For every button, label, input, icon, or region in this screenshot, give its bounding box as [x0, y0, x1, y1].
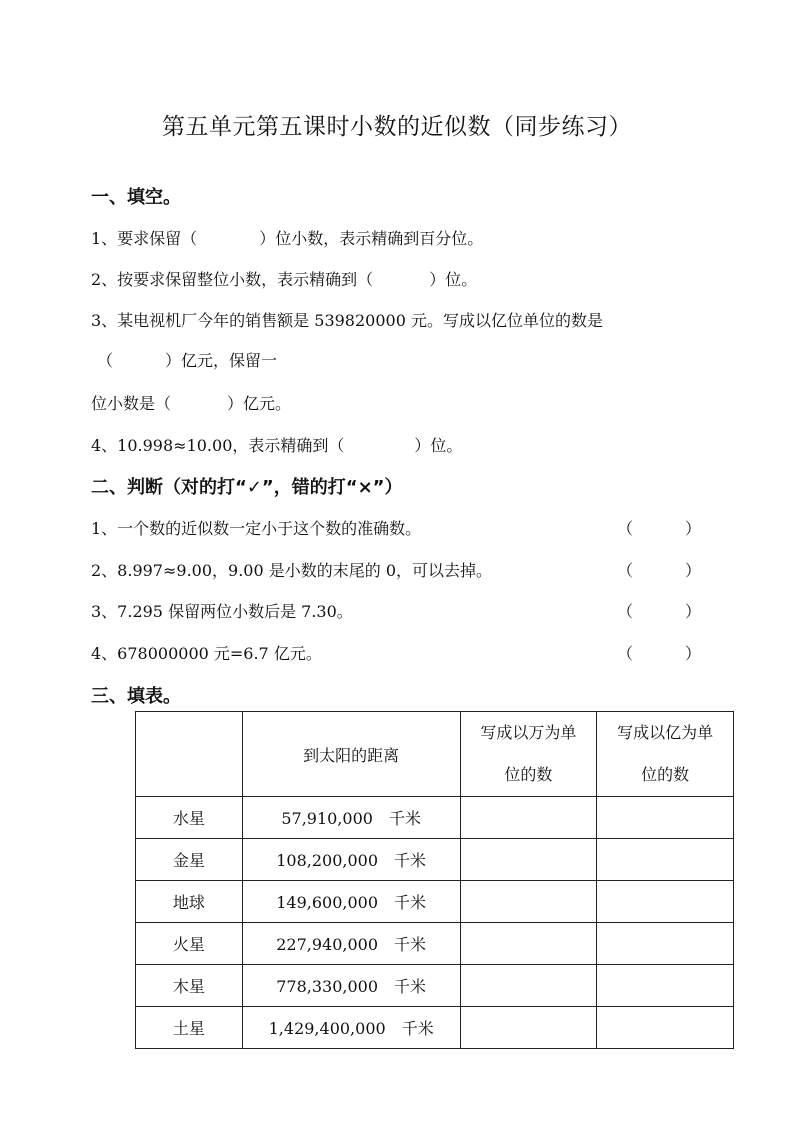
distance-cell [242, 1007, 460, 1049]
distance-unit: 千米 [401, 1019, 434, 1038]
q1-before: 1、要求保留（ [91, 229, 198, 248]
paren-open: （ [617, 561, 634, 580]
table-row [136, 1007, 734, 1049]
judge-paren-2 [617, 558, 701, 581]
q4-before: 4、10.998≈10.00，表示精确到（ [91, 436, 345, 455]
planet-name: 木星 [136, 965, 243, 1007]
section-heading-judge: 二、判断（对的打“✓”，错的打“×”） [91, 477, 403, 498]
distance-unit: 千米 [394, 935, 427, 954]
question-3-line1: 3、某电视机厂今年的销售额是 539820000 元。写成以亿位单位的数是 [91, 311, 603, 330]
judge-paren-4 [617, 641, 701, 664]
distance-value: 108,200,000 [276, 851, 379, 870]
question-4 [91, 433, 462, 456]
table-header-row [136, 712, 734, 797]
q1-after: ）位小数，表示精确到百分位。 [259, 229, 484, 248]
page-title: 第五单元第五课时小数的近似数（同步练习） [162, 114, 632, 140]
table-row [136, 923, 734, 965]
table-row [136, 839, 734, 881]
q3-line3-after: ）亿元。 [227, 394, 292, 413]
q3-line3-before: 位小数是（ [91, 394, 172, 413]
distance-unit: 千米 [394, 851, 427, 870]
distance-value: 149,600,000 [276, 893, 379, 912]
answer-yi-cell[interactable] [597, 965, 734, 1007]
paren-open: （ [617, 644, 634, 663]
answer-wan-cell[interactable] [460, 881, 597, 923]
judge-item-1: 1、一个数的近似数一定小于这个数的准确数。 [91, 519, 422, 538]
answer-yi-cell[interactable] [597, 839, 734, 881]
header-yi [597, 712, 734, 797]
answer-yi-cell[interactable] [597, 923, 734, 965]
section-heading-table: 三、填表。 [91, 686, 181, 707]
planet-name: 金星 [136, 839, 243, 881]
q2-after: ）位。 [429, 270, 478, 289]
header-wan [460, 712, 597, 797]
distance-cell [242, 965, 460, 1007]
q4-after: ）位。 [414, 436, 463, 455]
distance-cell [242, 923, 460, 965]
answer-yi-cell[interactable] [597, 1007, 734, 1049]
question-1 [91, 226, 483, 249]
answer-yi-cell[interactable] [597, 797, 734, 839]
question-3-line3 [91, 391, 291, 414]
table-row [136, 797, 734, 839]
distance-unit: 千米 [394, 893, 427, 912]
question-3-line2 [97, 348, 277, 371]
distance-unit: 千米 [388, 809, 421, 828]
distance-value: 778,330,000 [276, 977, 379, 996]
header-yi-line2: 位的数 [641, 765, 690, 784]
distance-cell [242, 797, 460, 839]
answer-yi-cell[interactable] [597, 881, 734, 923]
answer-wan-cell[interactable] [460, 839, 597, 881]
distance-value: 1,429,400,000 [268, 1019, 386, 1038]
answer-wan-cell[interactable] [460, 797, 597, 839]
paren-close: ） [685, 644, 702, 663]
planet-distance-table [135, 711, 734, 1049]
q2-before: 2、按要求保留整位小数，表示精确到（ [91, 270, 374, 289]
judge-paren-1 [617, 516, 701, 539]
header-distance: 到太阳的距离 [242, 712, 460, 797]
distance-unit: 千米 [394, 977, 427, 996]
judge-item-4: 4、678000000 元=6.7 亿元。 [91, 644, 322, 663]
header-yi-line1: 写成以亿为单 [617, 723, 714, 742]
section-heading-fill: 一、填空。 [91, 187, 181, 208]
distance-cell [242, 881, 460, 923]
paren-open: （ [617, 602, 634, 621]
planet-name: 地球 [136, 881, 243, 923]
table-row [136, 881, 734, 923]
paren-close: ） [685, 519, 702, 538]
planet-name: 火星 [136, 923, 243, 965]
header-wan-line1: 写成以万为单 [480, 723, 577, 742]
paren-close: ） [685, 561, 702, 580]
planet-name: 水星 [136, 797, 243, 839]
question-2 [91, 267, 477, 290]
answer-wan-cell[interactable] [460, 965, 597, 1007]
answer-wan-cell[interactable] [460, 923, 597, 965]
judge-item-3: 3、7.295 保留两位小数后是 7.30。 [91, 602, 353, 621]
planet-name: 土星 [136, 1007, 243, 1049]
q3-line2-after: ）亿元，保留一 [165, 351, 278, 370]
paren-close: ） [685, 602, 702, 621]
header-cell-empty [136, 712, 243, 797]
q3-line2-before: （ [97, 351, 114, 370]
distance-cell [242, 839, 460, 881]
distance-value: 57,910,000 [281, 809, 373, 828]
paren-open: （ [617, 519, 634, 538]
answer-wan-cell[interactable] [460, 1007, 597, 1049]
judge-paren-3 [617, 599, 701, 622]
table-row [136, 965, 734, 1007]
judge-item-2: 2、8.997≈9.00，9.00 是小数的末尾的 0，可以去掉。 [91, 561, 492, 580]
header-wan-line2: 位的数 [504, 765, 553, 784]
distance-value: 227,940,000 [276, 935, 379, 954]
